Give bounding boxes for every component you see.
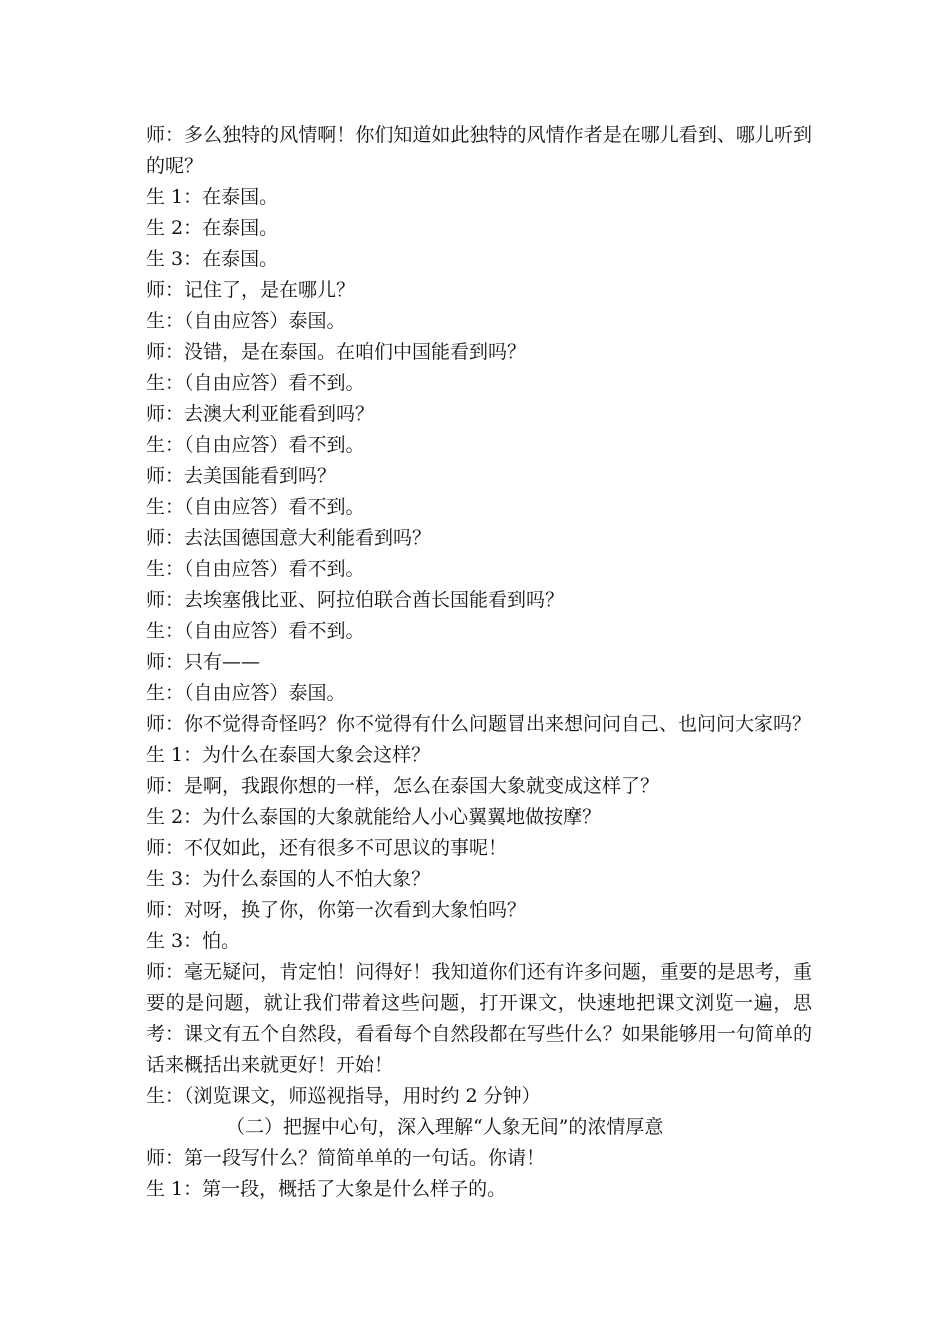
dialogue-line-teacher-12: 师：对呀，换了你，你第一次看到大象怕吗？ (146, 899, 527, 921)
document-body (146, 120, 812, 1205)
dialogue-line-student3-3: 生 3：怕。 (146, 930, 241, 952)
dialogue-line-teacher-2: 师：记住了，是在哪儿？ (146, 279, 356, 301)
dialogue-line-teacher-11: 师：不仅如此，还有很多不可思议的事呢！ (146, 837, 508, 859)
dialogue-line-teacher-8: 师：只有—— (146, 651, 261, 673)
dialogue-line-students-6: 生：（自由应答）看不到。 (146, 620, 365, 642)
dialogue-line-teacher-10: 师：是啊，我跟你想的一样，怎么在泰国大象就变成这样了？ (146, 775, 660, 797)
dialogue-line-teacher-6: 师：去法国德国意大利能看到吗？ (146, 527, 432, 549)
dialogue-line-teacher-1: 师：多么独特的风情啊！你们知道如此独特的风情作者是在哪儿看到、哪儿听到的呢？ (146, 124, 812, 177)
dialogue-line-students-5: 生：（自由应答）看不到。 (146, 558, 365, 580)
dialogue-line-student1-3: 生 1：第一段，概括了大象是什么样子的。 (146, 1178, 507, 1200)
dialogue-line-students-2: 生：（自由应答）看不到。 (146, 372, 365, 394)
dialogue-line-students-4: 生：（自由应答）看不到。 (146, 496, 365, 518)
dialogue-line-student3-2: 生 3：为什么泰国的人不怕大象？ (146, 868, 431, 890)
dialogue-line-students-8: 生：（浏览课文，师巡视指导，用时约 2 分钟） (146, 1085, 541, 1107)
dialogue-line-student1-1: 生 1：在泰国。 (146, 186, 279, 208)
dialogue-line-student3-1: 生 3：在泰国。 (146, 248, 279, 270)
dialogue-line-teacher-9: 师：你不觉得奇怪吗？你不觉得有什么问题冒出来想问问自己、也问问大家吗？ (146, 713, 812, 735)
dialogue-line-students-3: 生：（自由应答）看不到。 (146, 434, 365, 456)
dialogue-line-teacher-4: 师：去澳大利亚能看到吗？ (146, 403, 375, 425)
dialogue-line-teacher-3: 师：没错，是在泰国。在咱们中国能看到吗？ (146, 341, 527, 363)
dialogue-line-teacher-14: 师：第一段写什么？简简单单的一句话。你请！ (146, 1147, 546, 1169)
section-heading: （二）把握中心句，深入理解“人象无间”的浓情厚意 (226, 1116, 664, 1138)
dialogue-line-students-7: 生：（自由应答）泰国。 (146, 682, 346, 704)
dialogue-line-students-1: 生：（自由应答）泰国。 (146, 310, 346, 332)
dialogue-line-teacher-13: 师：毫无疑问，肯定怕！问得好！我知道你们还有许多问题，重要的是思考，重要的是问题，就让我们带着这些问题，打开课文，快速地把课文浏览一遍，思考：课文有五个自然段，看看每个自然段都在写些什么？如果能够用一句简单的话来概括出来就更好！开始！ (146, 961, 812, 1076)
dialogue-line-student2-2: 生 2：为什么泰国的大象就能给人小心翼翼地做按摩？ (146, 806, 602, 828)
dialogue-line-student2-1: 生 2：在泰国。 (146, 217, 279, 239)
dialogue-line-teacher-7: 师：去埃塞俄比亚、阿拉伯联合酋长国能看到吗？ (146, 589, 565, 611)
dialogue-line-student1-2: 生 1：为什么在泰国大象会这样？ (146, 744, 431, 766)
dialogue-line-teacher-5: 师：去美国能看到吗？ (146, 465, 337, 487)
